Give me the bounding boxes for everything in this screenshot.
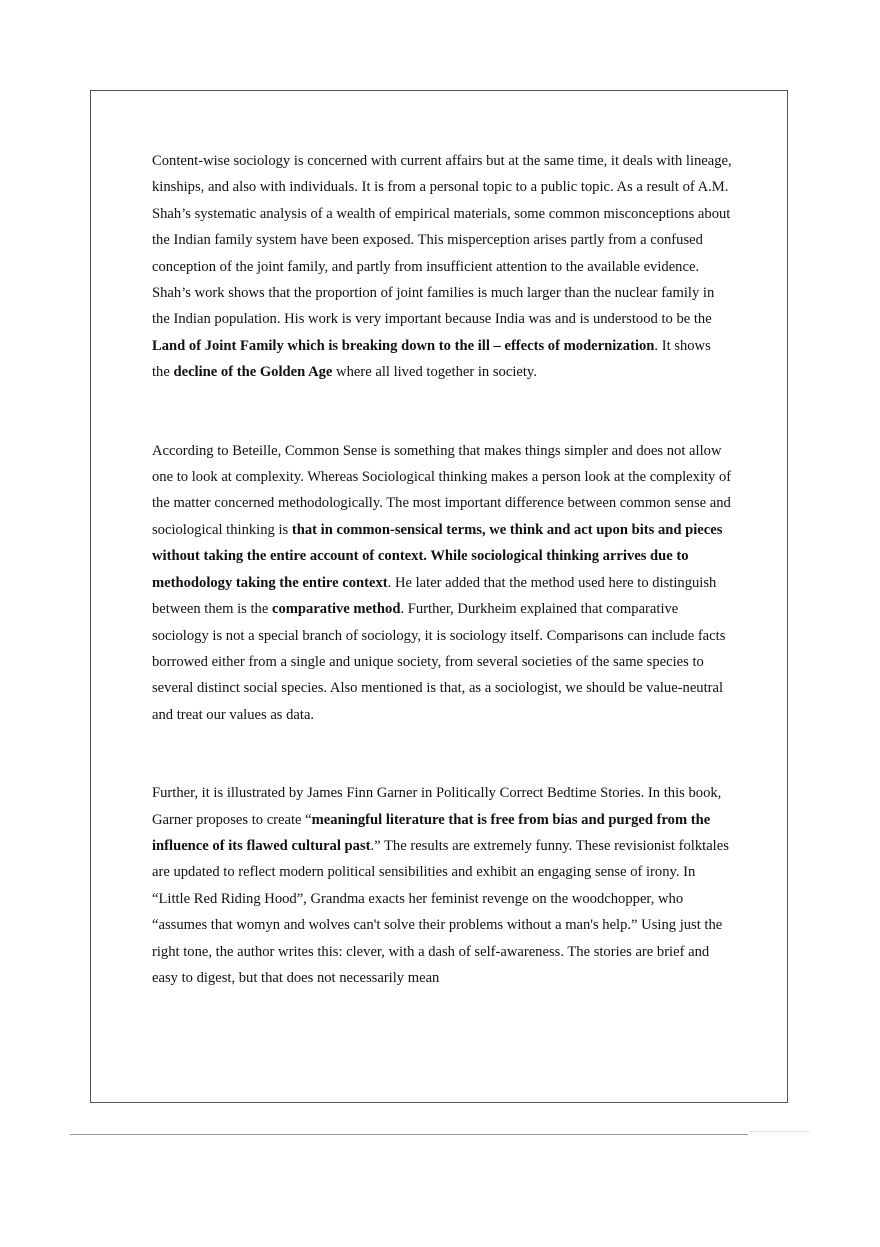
footer-divider xyxy=(70,1134,748,1135)
paragraph-beteille-common-sense xyxy=(152,438,732,728)
text-segment: . It shows the xyxy=(152,337,711,381)
text-segment: According to Beteille, Common Sense is something that makes things simpler and does not allow one to look at complexity. Whereas Sociological thinking makes a person look at the complexity of the matter concerned methodologically. The most important difference between common sense and sociological thinking is xyxy=(152,442,732,538)
footer-faint-mark xyxy=(750,1131,810,1138)
bold-text-segment: Land of Joint Family which is breaking down to the ill – effects of modernization xyxy=(152,337,655,354)
paragraph-spacer xyxy=(152,386,732,438)
paragraph-shah-joint-family xyxy=(152,148,732,386)
paragraph-spacer xyxy=(152,728,732,780)
text-segment: . He later added that the method used here to distinguish between them is the xyxy=(152,574,717,618)
text-segment: Further, it is illustrated by James Finn Garner in Politically Correct Bedtime Stories. In this book, Garner proposes to create “ xyxy=(152,785,722,828)
paragraph-garner-bedtime-stories xyxy=(152,780,732,991)
text-segment: Content-wise sociology is concerned with current affairs but at the same time, it deals with lineage, kinships, and also with individuals. It is from a personal topic to a public topic. As a result of A.M. Shah’s systematic analysis of a wealth of empirical materials, some common misconceptions about the Indian family system have been exposed. This misperception arises partly from a confused conception of the joint family, and partly from insufficient attention to the available evidence. Shah’s work shows that the proportion of joint families is much larger than the nuclear family in the Indian population. His work is very important because India was and is understood to be the xyxy=(152,153,732,328)
bold-text-segment: comparative method xyxy=(271,601,401,618)
bold-text-segment: decline of the Golden Age xyxy=(173,364,333,381)
text-segment: .” The results are extremely funny. These revisionist folktales are updated to reflect modern political sensibilities and exhibit an engaging sense of irony. In “Little Red Riding Hood”, Grandma exacts her feminist revenge on the woodchopper, who “assumes that womyn and wolves can't solve their problems without a man's help.” Using just the right tone, the author writes this: clever, with a dash of self-awareness. The stories are brief and easy to digest, but that does not necessarily mean xyxy=(152,837,729,986)
document-body xyxy=(152,148,732,991)
bold-text-segment: that in common-sensical terms, we think and act upon bits and pieces without taking the entire account of context. While sociological thinking arrives due to methodology taking the entire context xyxy=(152,521,723,591)
text-segment: . Further, Durkheim explained that comparative sociology is not a special branch of sociology, it is sociology itself. Comparisons can include facts borrowed either from a single and unique society, from several societies of the same species to several distinct social species. Also mentioned is that, as a sociologist, we should be value-neutral and treat our values as data. xyxy=(152,601,726,723)
text-segment: where all lived together in society. xyxy=(332,364,537,381)
bold-text-segment: meaningful literature that is free from bias and purged from the influence of its flawed cultural past xyxy=(152,811,711,854)
